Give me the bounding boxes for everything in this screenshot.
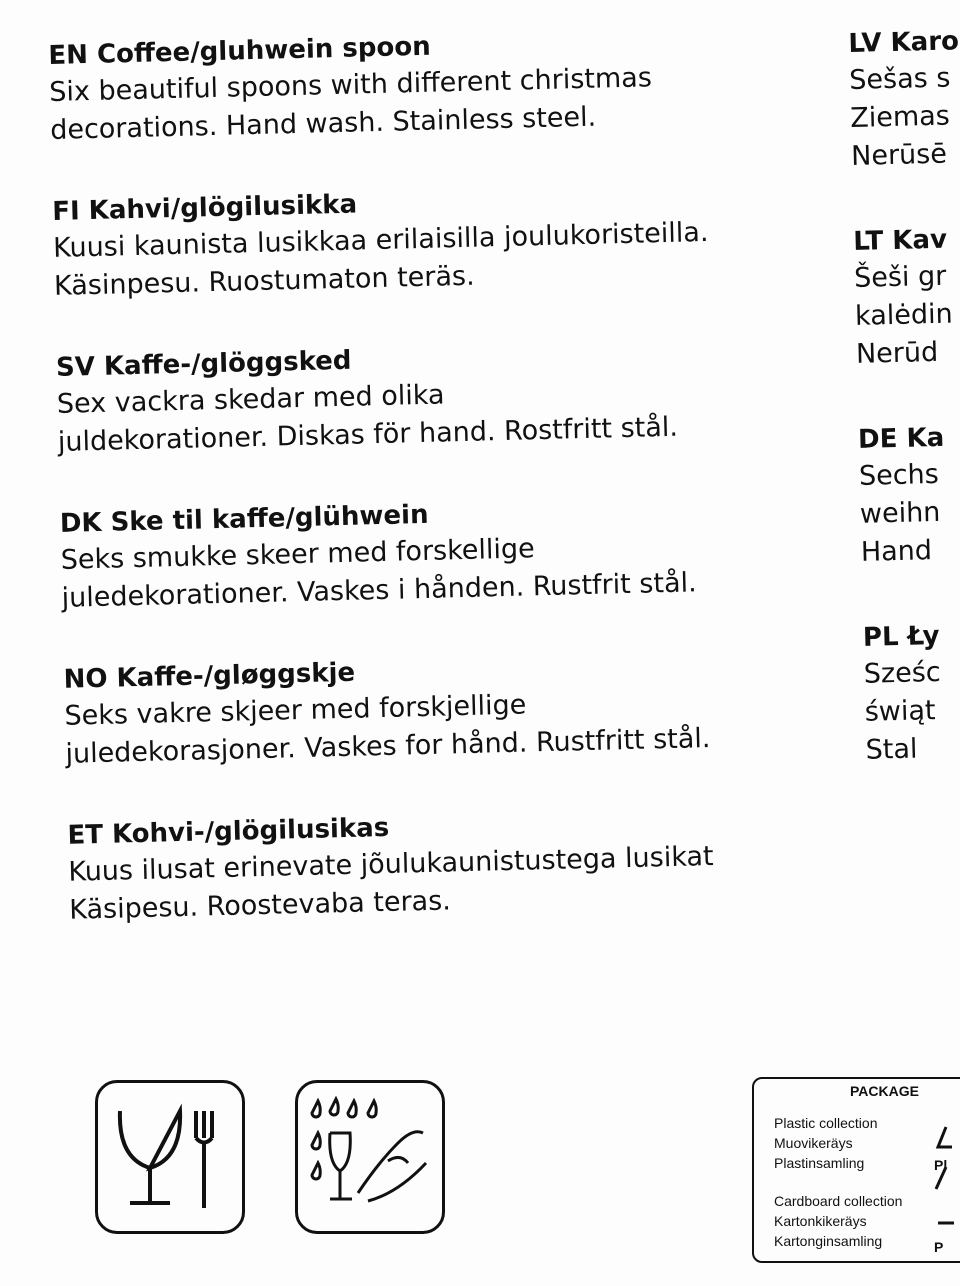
language-section [858, 415, 960, 572]
section-heading: LV Karo [848, 26, 960, 59]
cardboard-line: Kartonkikeräys [774, 1213, 867, 1229]
description-line: kalėdin [854, 298, 954, 332]
section-heading: FI Kahvi/glögilusikka [51, 189, 358, 227]
description-line: Šeši gr [853, 260, 947, 294]
description-line: świąt [864, 695, 936, 728]
description-line: Stal [865, 733, 918, 766]
plastic-line: Plastinsamling [774, 1155, 865, 1171]
left-column [48, 18, 871, 973]
section-heading: PL Ły [862, 620, 940, 653]
cardboard-collection [774, 1191, 902, 1251]
language-section [59, 486, 862, 622]
description-line: Hand [860, 535, 933, 568]
plastic-code: Pl [934, 1157, 948, 1173]
language-section [67, 798, 870, 934]
description-line: weihn [859, 496, 941, 530]
description-line: juledekorationer. Vaskes i hånden. Rustfrit stål. [61, 567, 697, 614]
plastic-line: Plastic collection [774, 1115, 878, 1131]
description-line: decorations. Hand wash. Stainless steel. [49, 101, 597, 146]
package-recycling-box [752, 1077, 960, 1263]
section-heading: DE Ka [857, 422, 945, 455]
language-section [863, 612, 960, 769]
language-section [48, 18, 851, 154]
description-line: Nerūd [855, 336, 939, 370]
description-line: Six beautiful spoons with different christmas [48, 62, 653, 108]
section-heading: DK Ske til kaffe/glühwein [59, 499, 429, 539]
description-line: Nerūsē [850, 138, 948, 172]
description-line: Käsipesu. Roostevaba teras. [68, 885, 452, 926]
description-line: Ziemas [849, 100, 951, 134]
cardboard-code: P [934, 1239, 944, 1255]
section-heading: LT Kav [852, 224, 948, 257]
cardboard-line: Kartonginsamling [774, 1233, 883, 1249]
description-line: Kuus ilusat erinevate jõulukaunistustega lusikat [68, 840, 714, 888]
description-line: juldekorationer. Diskas för hand. Rostfritt stål. [57, 411, 679, 458]
hand-wash-icon [295, 1080, 445, 1234]
plastic-collection [774, 1113, 878, 1173]
recycling-icon [932, 1119, 960, 1239]
description-line: Kuusi kaunista lusikkaa erilaisilla joulukoristeilla. [52, 216, 709, 264]
section-heading: EN Coffee/gluhwein spoon [48, 31, 432, 71]
description-line: Seks smukke skeer med forskellige [60, 533, 536, 576]
section-heading: ET Kohvi-/glögilusikas [67, 812, 390, 851]
section-heading: NO Kaffe-/gløggskje [63, 657, 356, 695]
language-section [63, 642, 866, 778]
language-section [853, 217, 960, 374]
language-section [848, 19, 960, 176]
plastic-line: Muovikeräys [774, 1135, 853, 1151]
package-title: PACKAGE [850, 1083, 919, 1099]
cardboard-line: Cardboard collection [774, 1193, 903, 1209]
description-line: Sešas s [848, 62, 951, 96]
description-line: Sechs [858, 458, 940, 492]
description-line: Sex vackra skedar med olika [56, 379, 445, 420]
language-section [56, 330, 859, 466]
section-heading: SV Kaffe-/glöggsked [55, 345, 352, 383]
description-line: Seks vakre skjeer med forskjellige [64, 689, 527, 732]
description-line: juledekorasjoner. Vaskes for hånd. Rustfritt stål. [65, 723, 711, 770]
description-line: Käsinpesu. Ruostumaton teräs. [53, 260, 475, 302]
right-column [848, 19, 960, 818]
description-line: Sześc [863, 656, 942, 690]
food-safe-icon [95, 1080, 245, 1234]
language-section [52, 174, 855, 310]
